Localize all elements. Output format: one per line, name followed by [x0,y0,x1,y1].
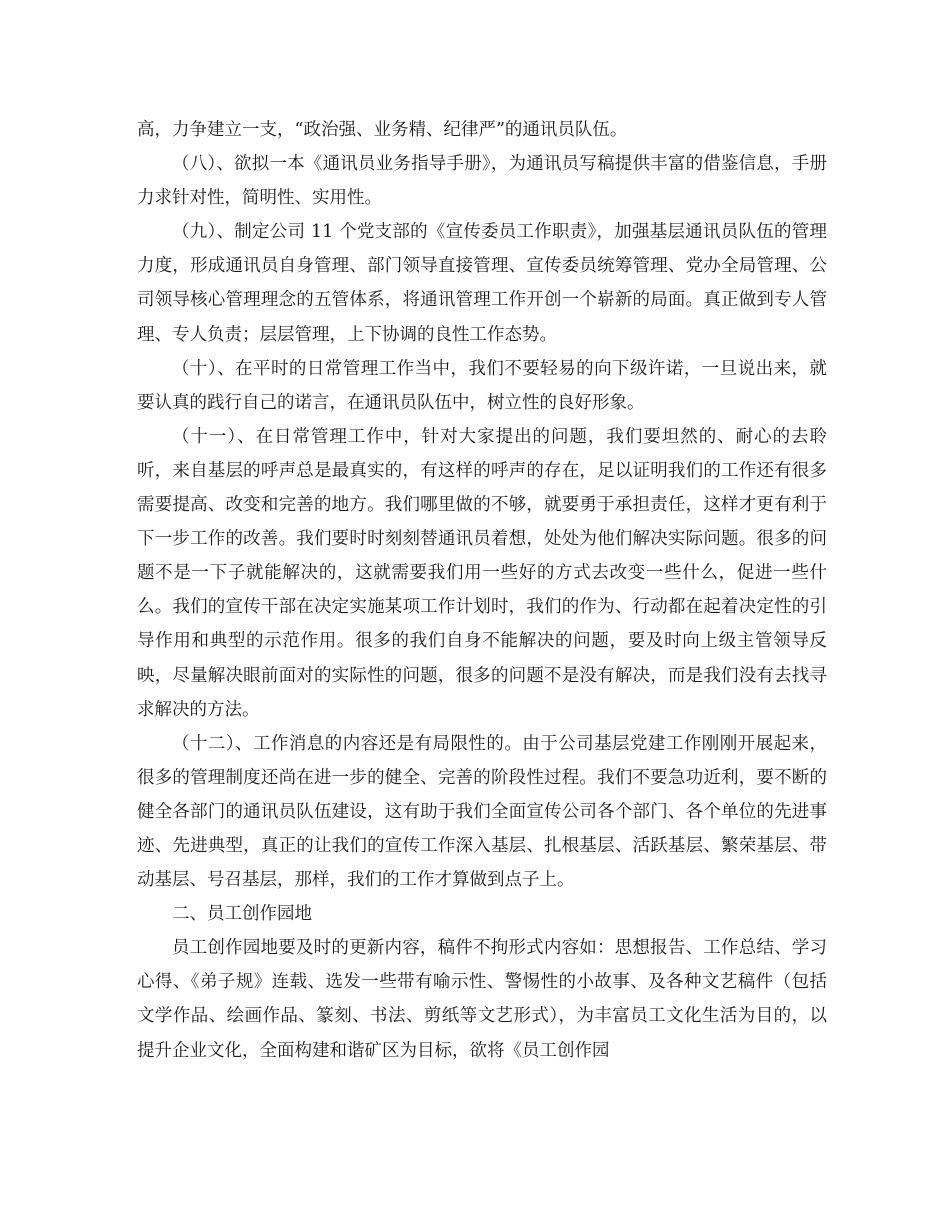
paragraph-item-11: （十一）、在日常管理工作中，针对大家提出的问题，我们要坦然的、耐心的去聆听，来自基层的呼声总是最真实的，有这样的呼声的存在，足以证明我们的工作还有很多需要提高、改变和完善的地方。我们哪里做的不够，就要勇于承担责任，这样才更有利于下一步工作的改善。我们要时时刻刻替通讯员着想，处处为他们解决实际问题。很多的问题不是一下子就能解决的，这就需要我们用一些好的方式去改变一些什么，促进一些什么。我们的宣传干部在决定实施某项工作计划时，我们的作为、行动都在起着决定性的引导作用和典型的示范作用。很多的我们自身不能解决的问题，要及时向上级主管领导反映，尽量解决眼前面对的实际性的问题，很多的问题不是没有解决，而是我们没有去找寻求解决的方法。 [137,426,827,720]
paragraph-item-10: （十）、在平时的日常管理工作当中，我们不要轻易的向下级许诺，一旦说出来，就要认真的践行自己的诺言，在通讯员队伍中，树立性的良好形象。 [137,358,827,413]
paragraph-creative-corner: 员工创作园地要及时的更新内容，稿件不拘形式内容如：思想报告、工作总结、学习心得、《弟子规》连载、选发一些带有喻示性、警惕性的小故事、及各种文艺稿件（包括文学作品、绘画作品、篆刻、书法、剪纸等文艺形式），为丰富员工文化生活为目的，以提升企业文化，全面构建和谐矿区为目标，欲将《员工创作园 [137,938,827,1061]
paragraph-item-9: （九）、制定公司 11 个党支部的《宣传委员工作职责》，加强基层通讯员队伍的管理力度，形成通讯员自身管理、部门领导直接管理、宣传委员统筹管理、党办全局管理、公司领导核心管理理念的五管体系，将通讯管理工作开创一个崭新的局面。真正做到专人管理、专人负责；层层管理，上下协调的良性工作态势。 [137,222,827,345]
paragraph-continued: 高，力争建立一支，“政治强、业务精、纪律严”的通讯员队伍。 [137,120,628,140]
paragraph-item-12: （十二）、工作消息的内容还是有局限性的。由于公司基层党建工作刚刚开展起来，很多的管理制度还尚在进一步的健全、完善的阶段性过程。我们不要急功近利，要不断的健全各部门的通讯员队伍建设，这有助于我们全面宣传公司各个部门、各个单位的先进事迹、先进典型，真正的让我们的宣传工作深入基层、扎根基层、活跃基层、繁荣基层、带动基层、号召基层，那样，我们的工作才算做到点子上。 [137,733,827,891]
document-page [137,113,827,1068]
section-heading: 二、员工创作园地 [172,904,312,925]
paragraph-item-8: （八）、欲拟一本《通讯员业务指导手册》，为通讯员写稿提供丰富的借鉴信息，手册力求针对性，简明性、实用性。 [137,154,827,209]
